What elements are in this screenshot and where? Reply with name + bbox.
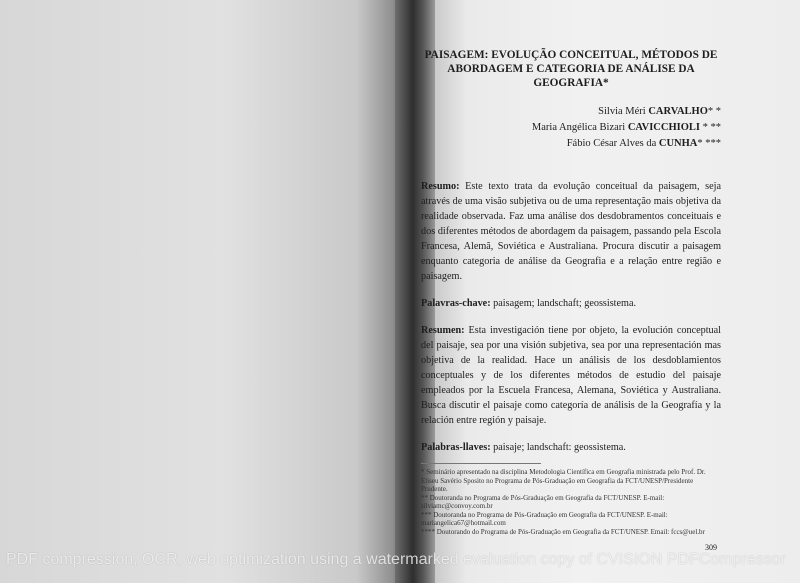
keywords-text: paisagem; landschaft; geossistema. xyxy=(493,298,637,309)
footnote: ** Doutoranda no Programa de Pós-Graduação em Geografia da FCT/UNESP. E-mail: silviamc@convoy.com.br xyxy=(421,493,665,510)
watermark-text: PDF compression, OCR, web optimization using a watermarked evaluation copy of CVISION PDFCompressor xyxy=(6,551,786,568)
author-line: Maria Angélica Bizari CAVICCHIOLI * ** xyxy=(531,122,721,133)
resumo-paragraph xyxy=(421,179,721,284)
palabras-text: paisaje; landschaft: geossistema. xyxy=(493,442,626,453)
resumo-label: Resumo: xyxy=(421,181,460,192)
author-line: Silvia Méri CARVALHO* * xyxy=(598,106,721,117)
palabras-paragraph xyxy=(421,440,721,455)
resumen-text: Esta investigación tiene por objeto, la evolución conceptual del paisaje, sea por una visión subjetiva, sea por una representación mas objetiva de la realidad. Hace un análisis de los desdoblamientos conceptuales y de los diferentes métodos de estudio del paisaje empleados por la Escuela Francesa, Alemana, Soviética y Australiana. Busca discutir el paisaje como categoría de análisis de la Geografía y la relación entre región y paisaje. xyxy=(421,325,722,426)
palabras-label: Palabras-llaves: xyxy=(421,442,491,453)
footnote: *** Doutoranda no Programa de Pós-Graduação em Geografia da FCT/UNESP. E-mail: mariangelica67@hotmail.com xyxy=(421,510,668,527)
article-title: PAISAGEM: EVOLUÇÃO CONCEITUAL, MÉTODOS DE ABORDAGEM E CATEGORIA DE ANÁLISE DA GEOGRAFIA* xyxy=(424,49,718,89)
page-number: 309 xyxy=(705,543,717,552)
resumen-label: Resumen: xyxy=(421,325,465,336)
keywords-paragraph xyxy=(421,296,721,311)
footnote: **** Doutorando do Programa de Pós-Graduação em Geografia da FCT/UNESP. Email: fccs@uel.br xyxy=(421,527,705,536)
resumen-paragraph xyxy=(421,323,721,428)
resumo-text: Este texto trata da evolução conceitual da paisagem, seja através de uma visão subjetiva ou de uma representação mais objetiva da realidade observada. Faz uma análise dos desdobramentos conceituais e dos diferentes métodos de abordagem da paisagem, passando pela Escola Francesa, Alemã, Soviética e Australiana. Procura discutir a paisagem enquanto categoria de análise da Geografia e a relação entre região e paisagem. xyxy=(421,181,722,282)
keywords-label: Palavras-chave: xyxy=(421,298,491,309)
footnotes xyxy=(421,468,721,536)
author-list xyxy=(421,104,721,152)
article xyxy=(421,48,721,536)
footnote: * Seminário apresentado na disciplina Metodologia Científica em Geografia ministrada pelo Prof. Dr. Eliseu Savério Sposito no Programa de Pós-Graduação em Geografia da FCT/UNESP/Presidente Prudente. xyxy=(421,468,706,493)
author-line: Fábio César Alves da CUNHA* *** xyxy=(566,138,721,149)
